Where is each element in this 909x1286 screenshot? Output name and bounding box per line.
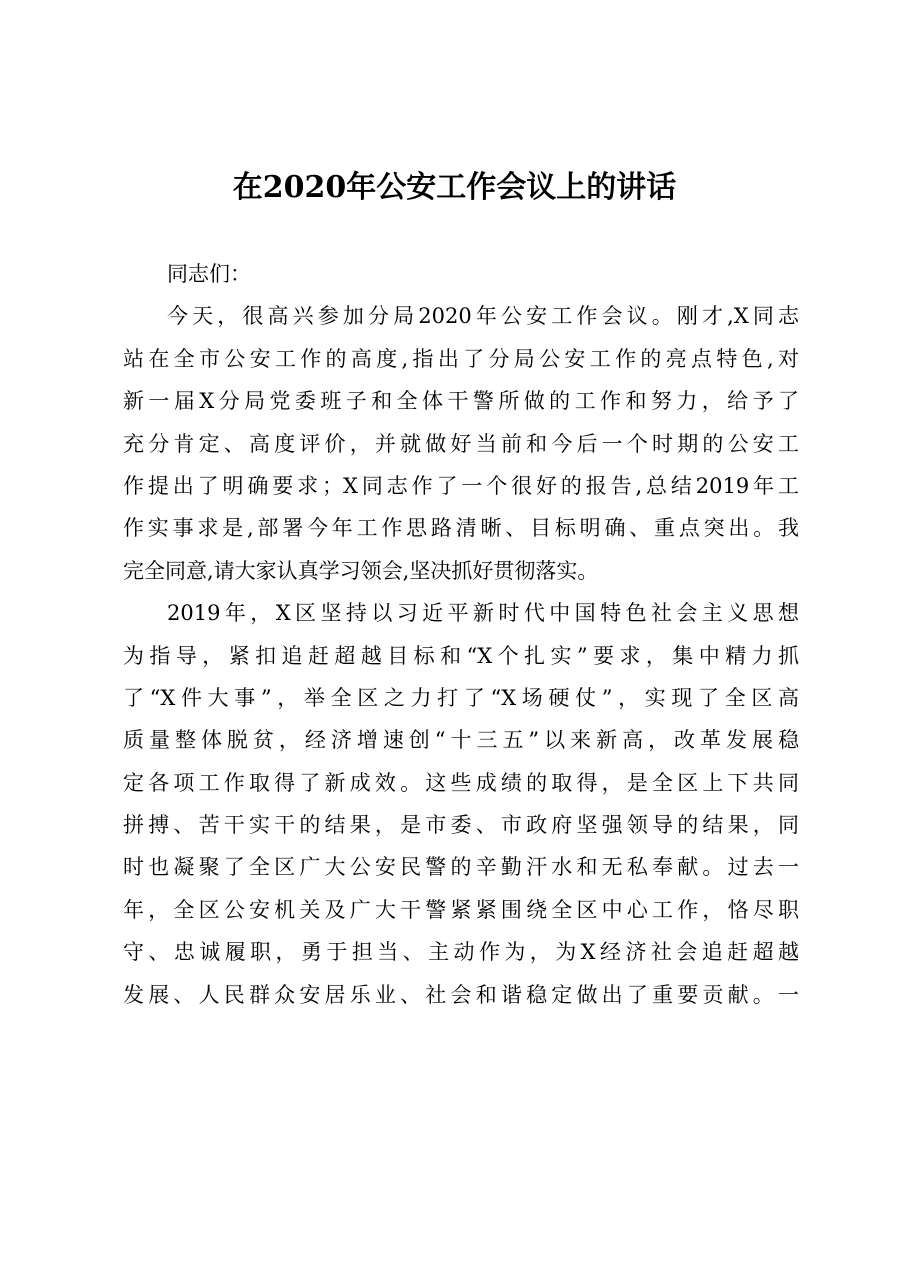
paragraph-line: 作实事求是,部署今年工作思路清晰、目标明确、重点突出。我 [123,516,799,541]
paragraph-line: 充分肯定、高度评价，并就做好当前和今后一个时期的公安工 [123,431,799,456]
paragraph-line: 新一届X分局党委班子和全体干警所做的工作和努力，给予了 [123,389,799,414]
paragraph-line: 作提出了明确要求；X同志作了一个很好的报告,总结2019年工 [123,473,799,498]
paragraph-line: 拼搏、苦干实干的结果，是市委、市政府坚强领导的结果，同 [123,813,799,838]
paragraph-line: 为指导，紧扣追赶超越目标和“X个扎实”要求，集中精力抓 [123,643,799,668]
paragraph-line: 时也凝聚了全区广大公安民警的辛勤汗水和无私奉献。过去一 [123,855,799,880]
paragraph-line: 今天，很高兴参加分局2020年公安工作会议。刚才,X同志 [167,304,799,329]
paragraph-line: 发展、人民群众安居乐业、社会和谐稳定做出了重要贡献。一 [123,982,799,1007]
paragraph-2 [123,592,799,1016]
paragraph-1 [123,295,799,592]
greeting [123,253,799,295]
paragraph-line: 站在全市公安工作的高度,指出了分局公安工作的亮点特色,对 [123,346,799,371]
document-title: 在2020年公安工作会议上的讲话 [232,170,677,205]
paragraph-line: 完全同意,请大家认真学习领会,坚决抓好贯彻落实。 [123,558,599,583]
paragraph-line: 定各项工作取得了新成效。这些成绩的取得，是全区上下共同 [123,770,799,795]
paragraph-line: 了“X件大事”，举全区之力打了“X场硬仗”，实现了全区高 [123,685,799,710]
document-body [123,253,799,1016]
greeting-line: 同志们： [167,262,251,286]
paragraph-line: 守、忠诚履职，勇于担当、主动作为，为X经济社会追赶超越 [123,940,799,965]
paragraph-line: 质量整体脱贫，经济增速创“十三五”以来新高，改革发展稳 [123,728,799,753]
paragraph-line: 年，全区公安机关及广大干警紧紧围绕全区中心工作，恪尽职 [123,897,799,922]
paragraph-line: 2019年，X区坚持以习近平新时代中国特色社会主义思想 [167,601,799,626]
